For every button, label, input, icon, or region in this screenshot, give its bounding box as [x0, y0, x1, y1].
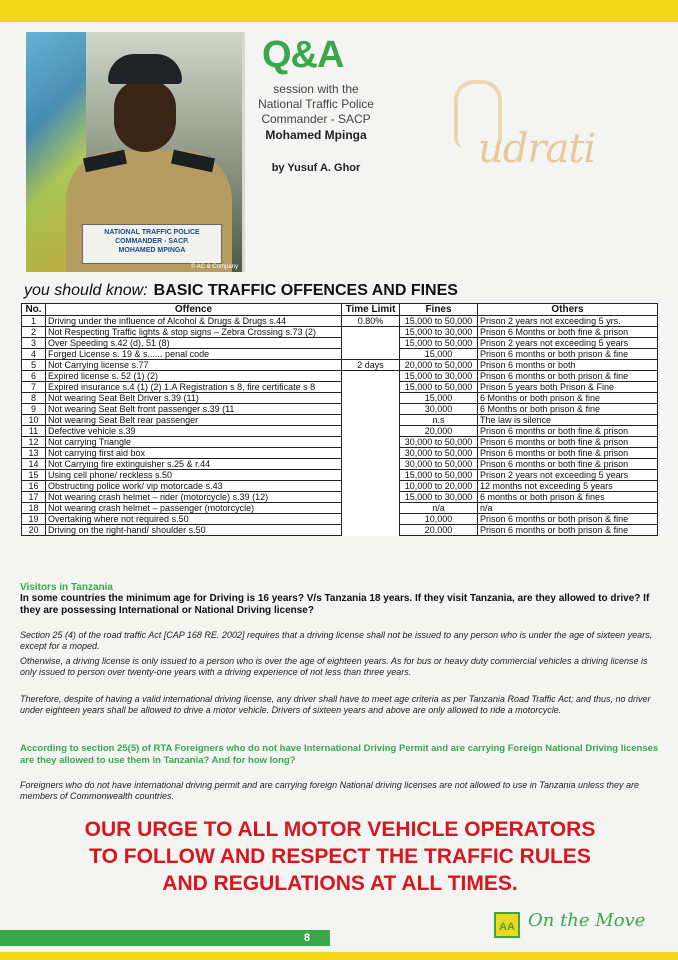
table-row [22, 437, 658, 448]
row-number: 15 [22, 470, 46, 481]
session-subtitle [246, 82, 386, 127]
fines-cell: 15,000 to 50,000 [400, 316, 478, 327]
row-number: 14 [22, 459, 46, 470]
others-cell: Prison 6 Months or both fine & prison [478, 327, 658, 338]
fines-cell: n/a [400, 503, 478, 514]
time-limit-cell [342, 492, 400, 503]
others-cell: Prison 2 years not exceeding 5 years [478, 470, 658, 481]
fines-cell: 10,000 [400, 514, 478, 525]
time-limit-cell [342, 349, 400, 360]
aa-logo: AA [494, 912, 520, 938]
subtitle-line: Commander - SACP [261, 112, 371, 126]
time-limit-cell [342, 404, 400, 415]
offence-cell: Driving under the influence of Alcohol & Drugs & Drugs s.44 [46, 316, 342, 327]
fines-cell: 30,000 to 50,000 [400, 459, 478, 470]
time-limit-cell [342, 503, 400, 514]
name-plate [82, 224, 222, 264]
urge-message [20, 816, 660, 897]
others-cell: Prison 6 months or both prison & fine [478, 371, 658, 382]
table-row [22, 459, 658, 470]
page-number: 8 [303, 932, 311, 944]
table-row [22, 393, 658, 404]
column-header: No. [22, 304, 46, 316]
row-number: 19 [22, 514, 46, 525]
time-limit-cell [342, 514, 400, 525]
time-limit-cell [342, 382, 400, 393]
others-cell: 6 months or both prison & fines [478, 492, 658, 503]
offence-cell: Not Carrying license s.77 [46, 360, 342, 371]
table-row [22, 470, 658, 481]
answer-paragraph: Otherwise, a driving license is only issued to a person who is over the age of eighteen years. As for bus or heavy duty commercial vehicles a driving license is only issued to person over twenty-one years with a driving experience of not less than three years. [20, 656, 648, 677]
fines-cell: 10,000 to 20,000 [400, 481, 478, 492]
fines-cell: 15,000 to 50,000 [400, 338, 478, 349]
offence-cell: Driving on the right-hand/ shoulder s.50 [46, 525, 342, 536]
row-number: 12 [22, 437, 46, 448]
others-cell: Prison 2 years not exceeding 5 years [478, 338, 658, 349]
fines-cell: 30,000 to 50,000 [400, 448, 478, 459]
photo-face [114, 80, 176, 152]
fines-cell: 30,000 to 50,000 [400, 437, 478, 448]
offence-cell: Not wearing Seat Belt front passenger s.39 (11 [46, 404, 342, 415]
column-header: Time Limit [342, 304, 400, 316]
fines-cell: 20,000 to 50,000 [400, 360, 478, 371]
others-cell: n/a [478, 503, 658, 514]
byline: by Yusuf A. Ghor [271, 162, 361, 174]
table-row [22, 503, 658, 514]
qa-title: Q&A [262, 34, 344, 76]
offences-table [21, 303, 658, 536]
row-number: 7 [22, 382, 46, 393]
subtitle-line: National Traffic Police [258, 97, 374, 111]
question-2: According to section 25(5) of RTA Foreigners who do not have International Driving Permit and are carrying Foreign National Driving licenses are they allowed to use them in Tanzania? And for how long? [20, 743, 659, 766]
fines-cell: 15,000 [400, 393, 478, 404]
fines-cell: 15,000 to 30,000 [400, 371, 478, 382]
time-limit-cell [342, 481, 400, 492]
time-limit-cell [342, 448, 400, 459]
row-number: 6 [22, 371, 46, 382]
time-limit-cell [342, 437, 400, 448]
offence-cell: Obstructing police work/ vip motorcade s.43 [46, 481, 342, 492]
table-row [22, 492, 658, 503]
others-cell: Prison 6 months or both prison & fine [478, 349, 658, 360]
row-number: 2 [22, 327, 46, 338]
time-limit-cell [342, 338, 400, 349]
interviewee-name: Mohamed Mpinga [265, 128, 367, 142]
table-row [22, 525, 658, 536]
offence-cell: Overtaking where not required s.50 [46, 514, 342, 525]
fines-cell: 15,000 to 50,000 [400, 470, 478, 481]
table-row [22, 371, 658, 382]
urge-line: OUR URGE TO ALL MOTOR VEHICLE OPERATORS [84, 818, 596, 841]
table-row [22, 481, 658, 492]
photo-credit: © AC & Company [190, 264, 238, 270]
name-plate-line: MOHAMED MPINGA [118, 247, 186, 254]
row-number: 10 [22, 415, 46, 426]
table-row [22, 338, 658, 349]
bottom-green-bar [0, 930, 330, 946]
time-limit-cell [342, 393, 400, 404]
others-cell: Prison 5 years both Prison & Fine [478, 382, 658, 393]
visitors-title: Visitors in Tanzania [20, 582, 113, 593]
table-row [22, 382, 658, 393]
urge-line: AND REGULATIONS AT ALL TIMES. [162, 872, 518, 895]
table-row [22, 360, 658, 371]
offence-cell: Not carrying Triangle [46, 437, 342, 448]
table-row [22, 415, 658, 426]
offence-cell: Not wearing Seat Belt rear passenger [46, 415, 342, 426]
others-cell: Prison 6 months or both prison & fine [478, 525, 658, 536]
others-cell: Prison 6 months or both [478, 360, 658, 371]
fines-cell: 15,000 to 30,000 [400, 327, 478, 338]
answer-paragraph: Therefore, despite of having a valid international driving license, any driver shall have to meet age criteria as per Tanzania Road Traffic Act; and thus, no driver under eighteen years shall be allowed to drive a motor vehicle. Drivers of sixteen years and above are only allowed to ride a motorcycle. [20, 694, 651, 715]
table-row [22, 349, 658, 360]
fines-cell: 15,000 to 50,000 [400, 382, 478, 393]
name-plate-line: COMMANDER - SACP. [115, 238, 189, 245]
photo-cap [108, 54, 182, 84]
section-title: BASIC TRAFFIC OFFENCES AND FINES [153, 282, 458, 299]
offence-cell: Forged License s. 19 & s...... penal code [46, 349, 342, 360]
column-header: Fines [400, 304, 478, 316]
offence-cell: Using cell phone/ reckless s.50 [46, 470, 342, 481]
row-number: 16 [22, 481, 46, 492]
others-cell: Prison 6 months or both fine & prison [478, 426, 658, 437]
offence-cell: Defective vehicle s.39 [46, 426, 342, 437]
urge-line: TO FOLLOW AND RESPECT THE TRAFFIC RULES [89, 845, 591, 868]
time-limit-cell [342, 470, 400, 481]
offence-cell: Not Respecting Traffic lights & stop signs – Zebra Crossing s.73 (2) [46, 327, 342, 338]
row-number: 8 [22, 393, 46, 404]
table-row [22, 316, 658, 327]
row-number: 4 [22, 349, 46, 360]
offence-cell: Expired insurance s.4 (1) (2) 1.A Registration s 8, fire certificate s 8 [46, 382, 342, 393]
others-cell: 6 Months or both prison & fine [478, 404, 658, 415]
row-number: 5 [22, 360, 46, 371]
column-header: Others [478, 304, 658, 316]
fines-cell: 20,000 [400, 426, 478, 437]
others-cell: Prison 2 years not exceeding 5 yrs. [478, 316, 658, 327]
offence-cell: Not wearing Seat Belt Driver s.39 (11) [46, 393, 342, 404]
offence-cell: Over Speeding s.42 (d), 51 (8) [46, 338, 342, 349]
offence-cell: Not wearing crash helmet – rider (motorcycle) s.39 (12) [46, 492, 342, 503]
others-cell: Prison 6 months or both fine & prison [478, 448, 658, 459]
fines-cell: 20,000 [400, 525, 478, 536]
row-number: 20 [22, 525, 46, 536]
question-1: In some countries the minimum age for Driving is 16 years? V/s Tanzania 18 years. If they visit Tanzania, are they allowed to drive? If they are possessing International or National Driving license? [20, 593, 650, 616]
motto: On the Move [528, 910, 646, 931]
row-number: 1 [22, 316, 46, 327]
time-limit-cell [342, 371, 400, 382]
subtitle-line: session with the [273, 82, 359, 96]
time-limit-cell [342, 415, 400, 426]
fines-cell: 15,000 [400, 349, 478, 360]
name-plate-line: NATIONAL TRAFFIC POLICE [104, 229, 200, 236]
section-heading [24, 282, 458, 300]
time-limit-cell [342, 459, 400, 470]
fines-cell: 30,000 [400, 404, 478, 415]
fines-cell: 15,000 to 30,000 [400, 492, 478, 503]
offence-cell: Not Carrying fire extinguisher s.25 & r.44 [46, 459, 342, 470]
time-limit-cell [342, 327, 400, 338]
answer-paragraph: Section 25 (4) of the road traffic Act [CAP 168 RE. 2002] requires that a driving license shall not be issued to any person who is under the age of sixteen years, except for a moped. [20, 630, 653, 651]
others-cell: Prison 6 months or both fine & prison [478, 459, 658, 470]
fines-cell: n.s [400, 415, 478, 426]
others-cell: Prison 6 months or both fine & prison [478, 437, 658, 448]
logo-text: udrati [478, 126, 596, 172]
top-yellow-bar [0, 0, 678, 22]
row-number: 17 [22, 492, 46, 503]
udrati-logo [448, 74, 628, 194]
others-cell: Prison 6 months or both prison & fine [478, 514, 658, 525]
offence-cell: Not carrying first aid box [46, 448, 342, 459]
table-row [22, 404, 658, 415]
row-number: 18 [22, 503, 46, 514]
row-number: 11 [22, 426, 46, 437]
others-cell: The law is silence [478, 415, 658, 426]
section-lead: you should know: [24, 282, 148, 299]
row-number: 9 [22, 404, 46, 415]
time-limit-cell: 0.80% [342, 316, 400, 327]
row-number: 3 [22, 338, 46, 349]
time-limit-cell: 2 days [342, 360, 400, 371]
time-limit-cell [342, 426, 400, 437]
commander-photo [26, 32, 245, 272]
offence-cell: Not wearing crash helmet – passenger (motorcycle) [46, 503, 342, 514]
table-row [22, 426, 658, 437]
column-header: Offence [46, 304, 342, 316]
row-number: 13 [22, 448, 46, 459]
others-cell: 6 Months or both prison & fine [478, 393, 658, 404]
time-limit-cell [342, 525, 400, 536]
table-row [22, 514, 658, 525]
table-row [22, 448, 658, 459]
bottom-yellow-stripe [0, 952, 678, 960]
answer-paragraph: Foreigners who do not have international driving permit and are carrying foreign National driving licenses are not allowed to use in Tanzania unless they are members of Commonwealth countries. [20, 780, 640, 801]
offence-cell: Expired license s. 52 (1) (2) [46, 371, 342, 382]
table-header-row [22, 304, 658, 316]
table-row [22, 327, 658, 338]
others-cell: 12 months not exceeding 5 years [478, 481, 658, 492]
